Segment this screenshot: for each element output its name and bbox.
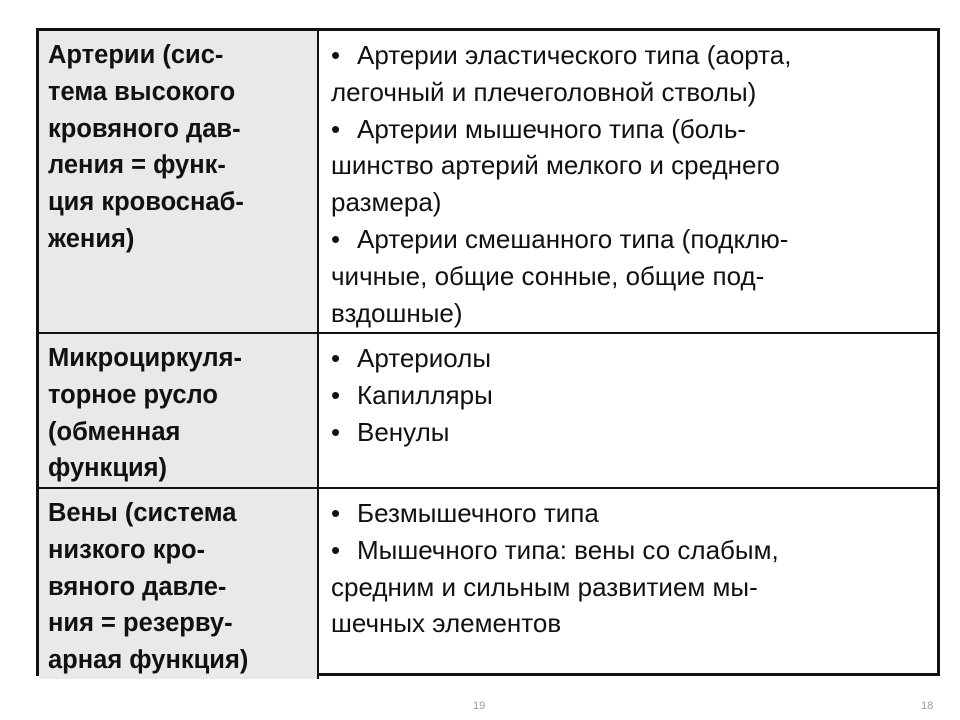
list-item-text: чичные, общие сонные, общие под- [331, 260, 765, 291]
row-3-heading-cell [39, 489, 319, 679]
list-item [331, 377, 929, 414]
row-1-heading-line: ления = функ- [48, 151, 226, 180]
list-item-text: Артерии смешанного типа (подклю- [357, 223, 789, 254]
row-1-heading-line: кровяного дав- [48, 114, 241, 143]
row-2-heading-line: (обменная [48, 417, 181, 446]
list-item [331, 495, 929, 532]
page-number-center: 19 [473, 700, 486, 712]
row-3-heading-line: низкого кро- [48, 535, 206, 564]
list-item-text: Мышечного типа: вены со слабым, [357, 534, 779, 565]
list-item-text: Артерии мышечного типа (боль- [357, 113, 747, 144]
list-item-continuation [331, 569, 929, 606]
list-item [331, 532, 929, 569]
list-item-text: шинство артерий мелкого и среднего [331, 150, 780, 181]
row-1-heading-line: ция кровоснаб- [48, 188, 244, 217]
list-item-text: шечных элементов [331, 608, 562, 639]
row-3-heading-line: арная функция) [48, 646, 249, 675]
row-3-items-cell [319, 489, 937, 679]
row-2-items-cell [319, 334, 937, 489]
row-1-heading-line: жения) [48, 224, 135, 253]
bullet-icon: • [331, 223, 341, 254]
list-item-text: Безмышечного типа [357, 498, 599, 528]
bullet-icon: • [331, 379, 341, 410]
list-item-continuation [331, 184, 929, 221]
bullet-icon: • [331, 498, 341, 528]
list-item-text: средним и сильным развитием мы- [331, 571, 758, 602]
list-item [331, 340, 929, 377]
row-3-heading-line: вяного давле- [48, 572, 227, 601]
list-item-text: легочный и плечеголовной стволы) [331, 76, 757, 107]
list-item [331, 414, 929, 451]
row-3-heading-line: ния = резерву- [48, 609, 233, 638]
row-2-heading-line: торное русло [48, 380, 218, 409]
list-item [331, 221, 929, 258]
list-item-continuation [331, 605, 929, 642]
bullet-icon: • [331, 40, 341, 70]
list-item-continuation [331, 147, 929, 184]
list-item-continuation [331, 258, 929, 295]
list-item-continuation [331, 295, 929, 332]
vessel-classification-table [36, 28, 940, 676]
list-item-text: Артерии эластического типа (аорта, [357, 40, 792, 70]
row-2-heading-cell [39, 334, 319, 489]
list-item-text: Капилляры [357, 379, 493, 410]
list-item [331, 37, 929, 74]
list-item-text: размера) [331, 187, 442, 218]
row-2-heading-line: Микроциркуля- [48, 344, 242, 372]
list-item-text: Артериолы [357, 343, 492, 373]
list-item-continuation [331, 74, 929, 111]
row-1-heading-cell [39, 31, 319, 334]
row-1-heading-line: тема высокого [48, 77, 236, 106]
list-item [331, 111, 929, 148]
list-item-text: вздошные) [331, 297, 463, 328]
bullet-icon: • [331, 113, 341, 144]
bullet-icon: • [331, 534, 341, 565]
bullet-icon: • [331, 416, 341, 447]
page-number-right: 18 [921, 700, 934, 712]
bullet-icon: • [331, 343, 341, 373]
row-1-items-cell [319, 31, 937, 334]
row-1-heading-line: Артерии (сис- [48, 41, 224, 69]
row-2-heading-line: функция) [48, 454, 168, 483]
list-item-text: Венулы [357, 416, 450, 447]
row-3-heading-line: Вены (система [48, 499, 237, 527]
